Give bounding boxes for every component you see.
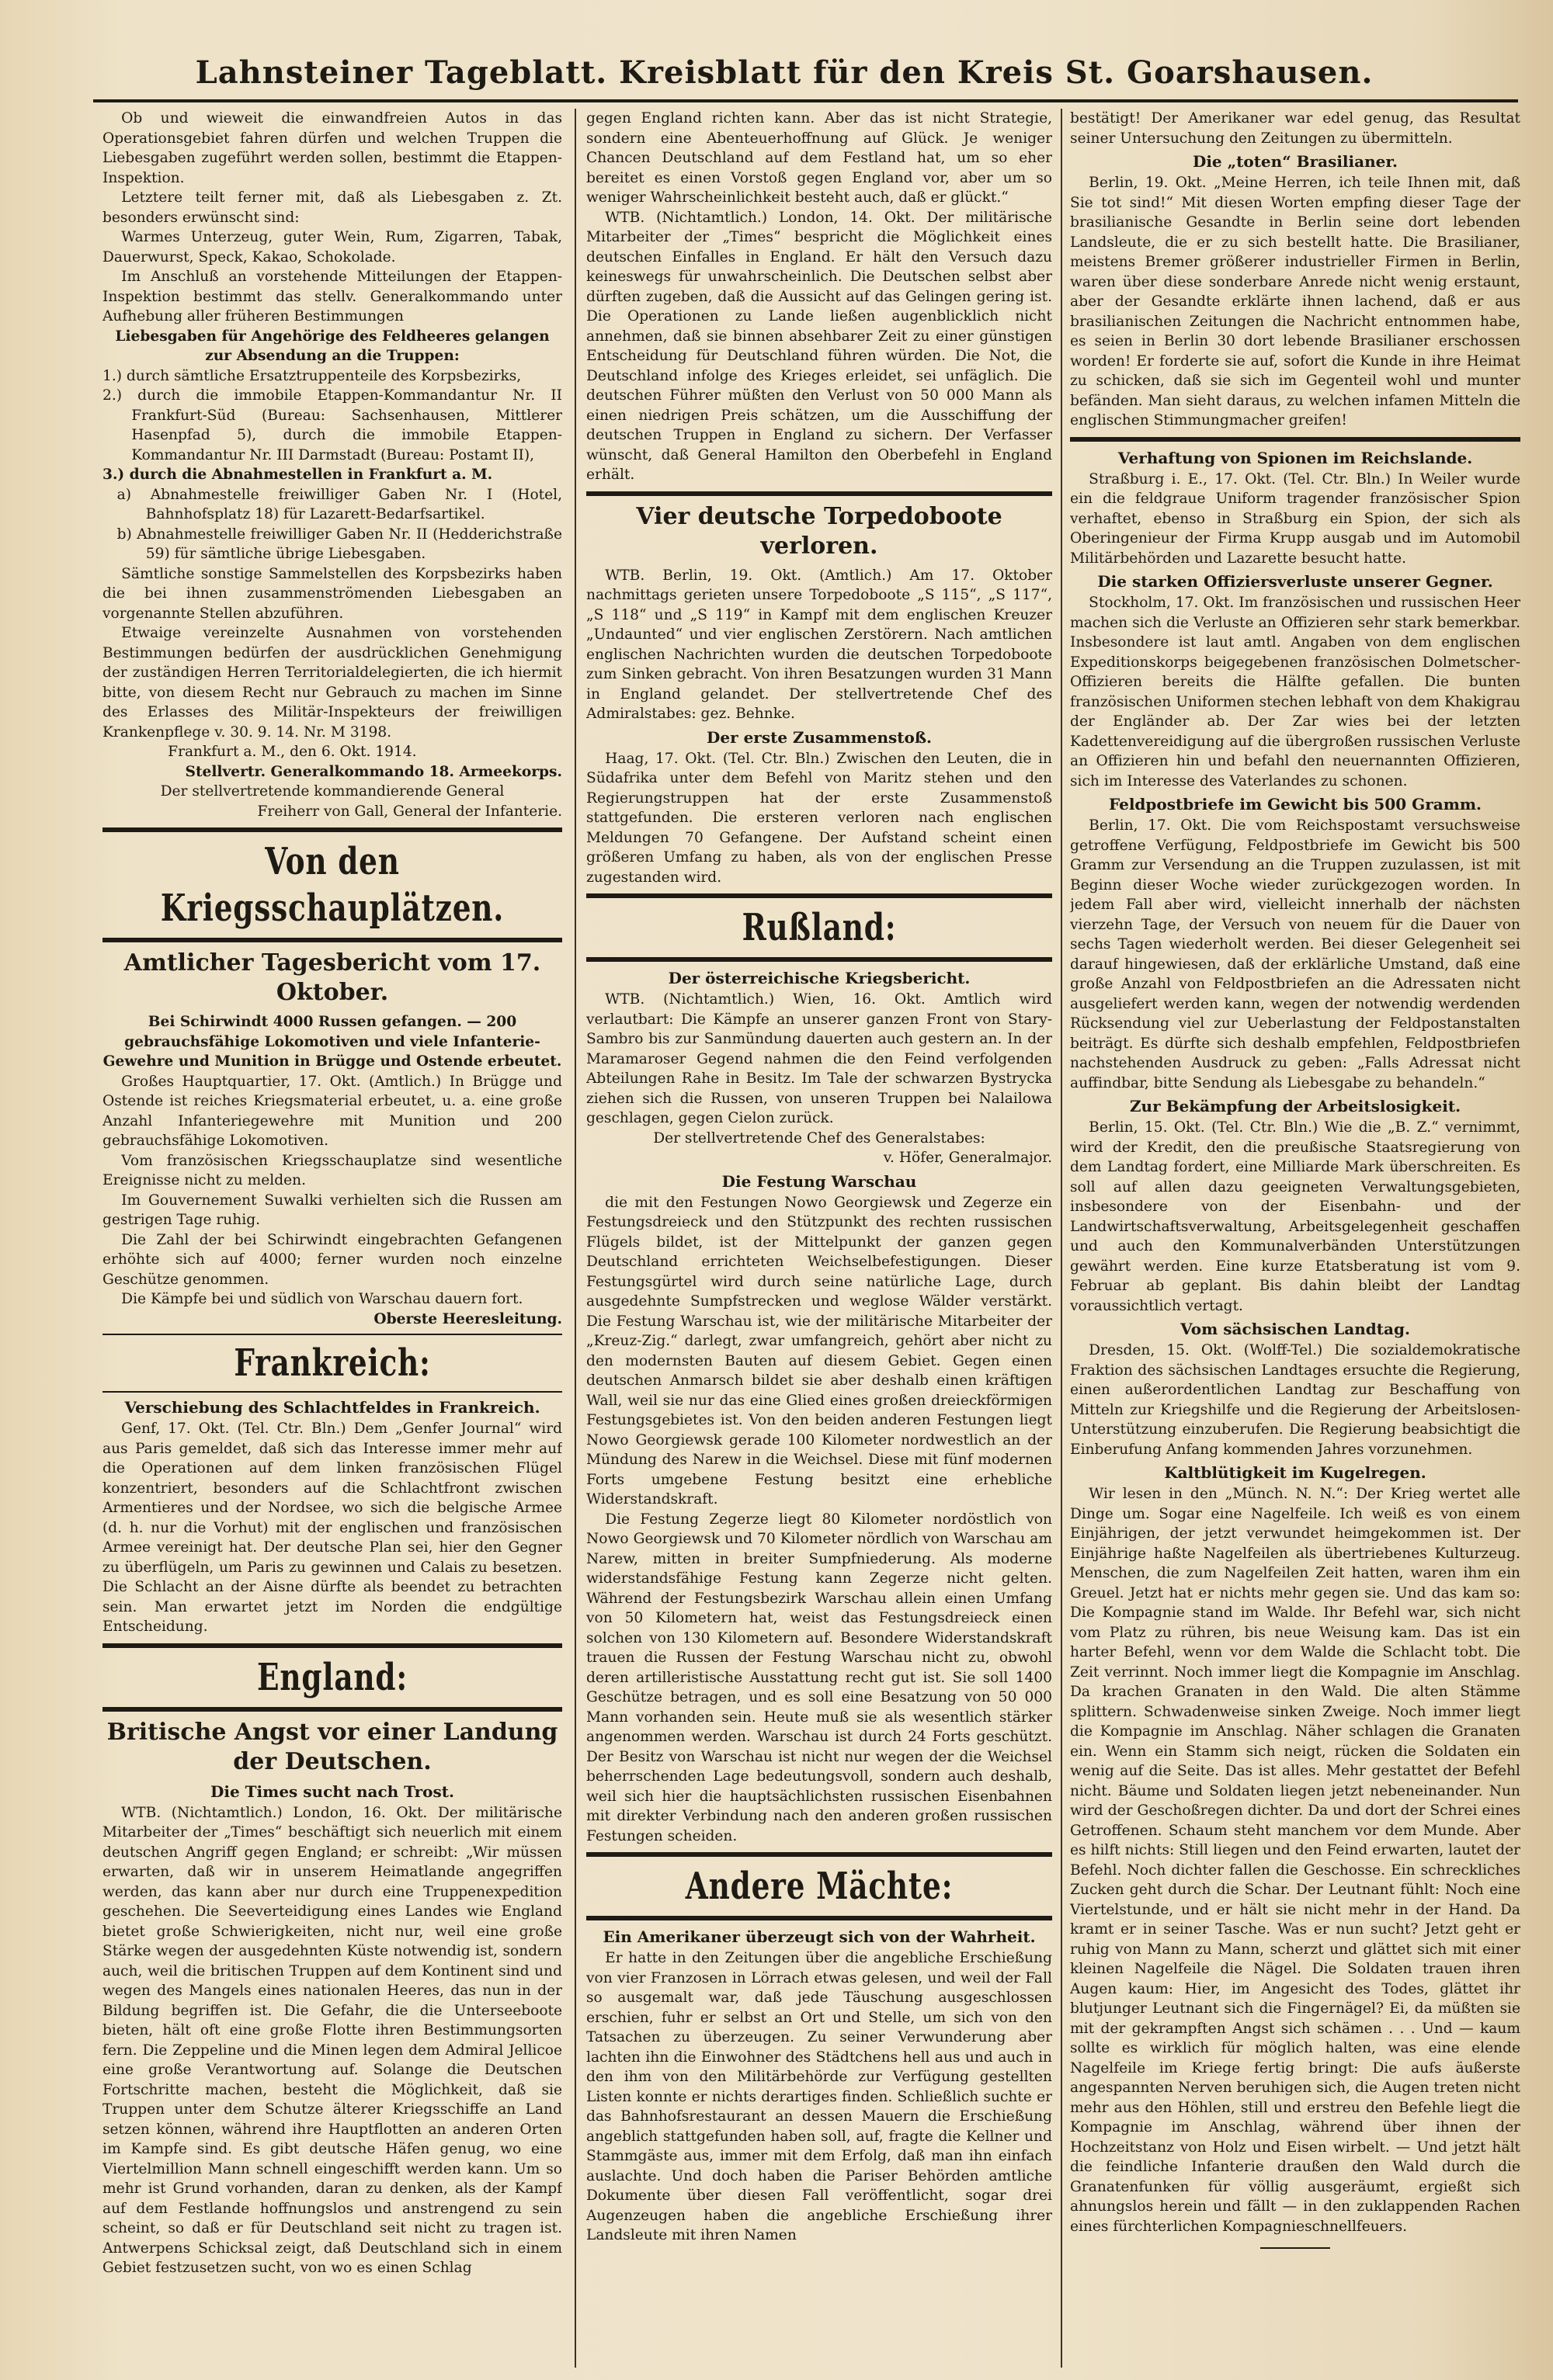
article-paragraph: bestätigt! Der Amerikaner war edel genug, das Resultat seiner Untersuchung den Zeitungen zu übermitteln. [1070,110,1520,147]
article-paragraph: Warmes Unterzeug, guter Wein, Rum, Zigarren, Tabak, Dauerwurst, Speck, Kakao, Schokolade. [102,229,562,265]
section-rule [102,1391,562,1393]
article-paragraph: WTB. (Nichtamtlich.) Wien, 16. Okt. Amtlich wird verlautbart: Die Kämpfe an unserer ganzen Front von Stary-Sambro bis zur Sanmündung dauerten auch gestern an. In der Maramaroser Gegend nahmen die den Feind verfolgenden Abteilungen Rahe in Besitz. Im Tale der schwarzen Bystrycka ziehen sich die Russen, von unseren Truppen bei Nalailowa geschlagen, gegen Cielon zurück. [586,991,1052,1126]
section-heading: Frankreich: [234,1341,431,1385]
section-rule [586,491,1052,496]
article-paragraph: Im Anschluß an vorstehende Mitteilungen der Etappen-Inspektion bestimmt das stellv. Generalkommando unter Aufhebung aller früheren Bestimmungen [102,269,562,324]
article-subheading: Die Times sucht nach Trost. [210,1782,454,1801]
column-divider [1061,109,1062,2368]
article-paragraph: WTB. (Nichtamtlich.) London, 16. Okt. Der militärische Mitarbeiter der „Times“ beschäftigt sich neuerlich mit einem deutschen Angriff gegen England; er schreibt: „Wir müssen erwarten, daß wir in unserem Heimatlande angegriffen werden, das kann aber nur durch eine Truppenexpedition geschehen. Die Seeverteidigung eines Landes wie England bietet große Schwierigkeiten, nicht nur, weil eine große Stärke wegen der ausgedehnten Küste notwendig ist, sondern auch, weil die britischen Truppen auf dem Kontinent sind und wegen des Mangels eines nationalen Heeres, das nun in der Bildung begriffen ist. Die Gefahr, die die Unterseeboote bieten, hält oft eine große Flotte ihren Bestimmungsorten fern. Die Zeppeline und die Minen legen dem Admiral Jellicoe eine große Verantwortung auf. Solange die Deutschen Fortschritte machen, besteht die Möglichkeit, daß sie Truppen unter dem Schutze älterer Kriegsschiffe an Land setzen können, während ihre Hauptflotten an anderen Orten im Kampfe sind. Es gibt deutsche Häfen genug, wo eine Viertelmillion Mann schnell eingeschifft werden kann. Um so mehr ist Grund vorhanden, daran zu denken, als der Kampf auf dem Festlande hoffnungslos und anstrengend zu sein scheint, so daß er für Deutschland seit nicht zu tragen ist. Antwerpens Schicksal zeigt, daß Deutschland sich in einem Gebiet festzusetzen sucht, von wo es einen Schlag [102,1804,562,2276]
list-item: 2.) durch die immobile Etappen-Kommandantur Nr. II Frankfurt-Süd (Bureau: Sachsenhausen, Mittlerer Hasenpfad 5), durch die immobile Etappen-Kommandantur Nr. III Darmstadt (Bureau: Postamt II), [102,387,562,463]
column-2 [586,109,1052,2368]
signature: Stellvertr. Generalkommando 18. Armeekorps. [185,763,562,780]
signature: Oberste Heeresleitung. [373,1310,562,1327]
list-item: b) Abnahmestelle freiwilliger Gaben Nr. II (Hedderichstraße 59) für sämtliche übrige Liebesgaben. [116,526,562,562]
section-rule [102,1707,562,1712]
article-paragraph: Ob und wieweit die einwandfreien Autos in das Operationsgebiet fahren dürfen und welchen Truppen die Liebesgaben zugeführt werden sollen, bestimmt die Etappen-Inspektion. [102,110,562,186]
section-rule [1070,437,1520,442]
column-divider [575,109,576,2368]
article-heading: Zur Bekämpfung der Arbeitslosigkeit. [1129,1097,1461,1115]
article-heading: Der erste Zusammenstoß. [707,727,932,747]
article-heading: Die starken Offiziersverluste unserer Gegner. [1097,572,1493,591]
article-paragraph: Berlin, 15. Okt. (Tel. Ctr. Bln.) Wie die „B. Z.“ vernimmt, wird der Kredit, den die preußische Staatsregierung von dem Landtag fordert, eine Milliarde Mark überschreiten. Es soll auf allen dazu geeigneten Verwaltungsgebieten, insbesondere von der Eisenbahn- und der Landwirtschaftsverwaltung, Arbeitsgelegenheit geschaffen und auch den Kommunalverbänden Unterstützungen gewährt werden. Eine kurze Etatsberatung ist vom 9. Februar ab geplant. Bis dahin bleibt der Landtag voraussichtlich vertagt. [1070,1119,1520,1314]
report-title: Amtlicher Tagesbericht vom 17. Oktober. [123,949,541,1006]
list-item: a) Abnahmestelle freiwilliger Gaben Nr. I (Hotel, Bahnhofsplatz 18) für Lazarett-Bedarfsartikel. [116,486,562,522]
section-rule [586,957,1052,962]
article-paragraph: Haag, 17. Okt. (Tel. Ctr. Bln.) Zwischen den Leuten, die in Südafrika unter dem Befehl von Maritz stehen und den Regierungstruppen hat der erste Zusammenstoß stattgefunden. Die ersteren verloren nach englischen Meldungen 70 Gefangene. Der Aufstand scheint einen größeren Umfang zu haben, als von der englischen Presse zugestanden wird. [586,750,1052,886]
article-paragraph: WTB. Berlin, 19. Okt. (Amtlich.) Am 17. Oktober nachmittags gerieten unsere Torpedoboote „S 115“, „S 117“, „S 118“ und „S 119“ in Kampf mit dem englischen Kreuzer „Undaunted“ und vier englischen Zerstörern. Nach amtlichen englischen Nachrichten wurden die deutschen Torpedoboote zum Sinken gebracht. Von ihren Besatzungen wurden 31 Mann in England gelandet. Der stellvertretende Chef des Admiralstabes: gez. Behnke. [586,567,1052,722]
article-heading: Verschiebung des Schlachtfeldes in Frankreich. [124,1398,540,1417]
article-heading: Kaltblütigkeit im Kugelregen. [1164,1463,1426,1482]
article-heading: Die „toten“ Brasilianer. [1192,152,1398,171]
column-1 [102,109,562,2368]
article-heading: Der österreichische Kriegsbericht. [668,969,971,987]
article-paragraph: Berlin, 19. Okt. „Meine Herren, ich teile Ihnen mit, daß Sie tot sind!“ Mit diesen Worten empfing dieser Tage der brasilianische Gesandte in Berlin seine dort lebenden Landsleute, die er zu sich bestellt hatte. Die Brasilianer, meistens Bremer größerer industrieller Firmen in Berlin, waren über diese sonderbare Anrede nicht wenig erstaunt, aber der Gesandte erklärte ihnen lachend, daß er aus brasilianischen Zeitungen die Nachricht entnommen habe, es seien in Berlin 30 dort lebende Brasilianer erschossen worden! Er forderte sie auf, sofort die Kunde in ihre Heimat zu schicken, daß sie sich im Gegenteil wohl und munter befänden. Man sieht daraus, zu welchen infamen Mitteln die englischen Stimmungmacher greifen! [1070,175,1520,428]
article-paragraph: Etwaige vereinzelte Ausnahmen von vorstehenden Bestimmungen bedürfen der ausdrücklichen Genehmigung der zuständigen Herren Territorialdelegierten, die ich hiermit bitte, von diesem Recht nur Gebrauch zu machen im Sinne des Erlasses des Militär-Inspekteurs der freiwilligen Krankenpflege v. 30. 9. 14. Nr. M 3198. [102,625,562,741]
article-paragraph: Großes Hauptquartier, 17. Okt. (Amtlich.) In Brügge und Ostende ist reiches Kriegsmaterial erbeutet, u. a. eine große Anzahl Infanteriegewehre mit Munition und 200 gebrauchsfähige Lokomotiven. [102,1073,562,1149]
article-paragraph: die mit den Festungen Nowo Georgiewsk und Zegerze ein Festungsdreieck und den Stützpunkt des rechten russischen Flügels bildet, ist der Mittelpunkt der ganzen gegen Deutschland errichteten Weichselbefestigungen. Dieser Festungsgürtel wird durch seine natürliche Lage, durch ausgedehnte Sumpfstrecken und weglose Wälder verstärkt. Die Festung Warschau ist, wie der militärische Mitarbeiter der „Kreuz-Zig.“ darlegt, zwar umfangreich, gehört aber nicht zu den modernsten Bauten auf diesem Gebiet. Gegen einen deutschen Anmarsch bildet sie aber deshalb einen kräftigen Wall, weil sie nur das eine Glied eines großen dreieckförmigen Festungsgebietes ist. Von den beiden anderen Festungen liegt Nowo Georgiewsk gerade 100 Kilometer nordwestlich an der Mündung des Narew in die Weichsel. Diese mit fünf modernen Forts umgebene Festung besitzt eine erhebliche Widerstandskraft. [586,1194,1052,1507]
article-heading: Die Festung Warschau [721,1171,917,1191]
dateline: Frankfurt a. M., den 6. Okt. 1914. [168,744,417,760]
end-rule [1260,2247,1330,2249]
section-heading: Rußland: [742,906,897,949]
section-rule [102,827,562,832]
article-paragraph: Stockholm, 17. Okt. Im französischen und russischen Heer machen sich die Verluste an Offizieren sehr stark bemerkbar. Insbesondere ist laut amtl. Angaben von dem englischen Expeditionskorps beigegebenen französischen Dolmetscher-Offizieren bereits die Hälfte gefallen. Die bunten französischen Uniformen stechen lebhaft von dem Khakigrau der Engländer ab. Der Zar wies bei der letzten Kadettenvereidigung auf die übergroßen russischen Verluste an Offizieren hin und befahl den neuernannten Offizieren, sich im Interesse des Vaterlandes zu schonen. [1070,595,1520,789]
section-rule [102,1643,562,1648]
article-paragraph: Dresden, 15. Okt. (Wolff-Tel.) Die sozialdemokratische Fraktion des sächsischen Landtages ersuchte die Regierung, einen außerordentlichen Landtag zur Beschaffung von Mitteln zur Kriegshilfe und die Regierung der Arbeitslosen-Unterstützung einzuberufen. Die Regierung beabsichtigt die Einberufung Anfang kommenden Jahres vorzunehmen. [1070,1342,1520,1458]
masthead-rule [93,99,1518,102]
masthead: Lahnsteiner Tageblatt. Kreisblatt für den Kreis St. Goarshausen. [195,54,1374,91]
list-item: 3.) durch die Abnahmestellen in Frankfurt a. M. [102,467,493,483]
article-paragraph: Im Gouvernement Suwalki verhielten sich die Russen am gestrigen Tage ruhig. [102,1192,562,1228]
article-paragraph: Die Zahl der bei Schirwindt eingebrachten Gefangenen erhöhte sich auf 4000; ferner wurden noch einzelne Geschütze genommen. [102,1231,562,1288]
section-rule [586,1852,1052,1857]
section-heading: England: [257,1655,408,1699]
article-paragraph: Letztere teilt ferner mit, daß als Liebesgaben z. Zt. besonders erwünscht sind: [102,189,562,226]
article-paragraph: Die Festung Zegerze liegt 80 Kilometer nordöstlich von Nowo Georgiewsk und 70 Kilometer nördlich von Warschau am Narew, mitten in breiter Sumpfniederung. Als moderne widerstandsfähige Festung kann Zegerze nicht gelten. Während der Festungsbezirk Warschau allein einen Umfang von 50 Kilometern hat, weist das Festungsdreieck einen solchen von 130 Kilometern auf. Besondere Widerstandskraft trauen die Russen der Festung Warschau nicht zu, obwohl deren artilleristische Ausstattung recht gut ist. Sie soll 1400 Geschütze betragen, und es soll eine Besatzung von 50 000 Mann vorhanden sein. Heute muß sie als wesentlich stärker angenommen werden. Warschau ist durch 24 Forts geschützt. Der Besitz von Warschau ist nicht nur wegen der die Weichsel beherrschenden Lage bedeutungsvoll, sondern auch deshalb, weil sich hier die hauptsächlichsten russischen Eisenbahnen mit direkter Verbindung nach den anderen großen russischen Festungen scheiden. [586,1511,1052,1844]
section-rule [102,938,562,942]
article-paragraph: gegen England richten kann. Aber das ist nicht Strategie, sondern eine Abenteuerhoffnung auf Glück. Je weniger Chancen Deutschland auf dem Festland hat, um so eher bereitet es einen Vorstoß gegen England vor, aber um so weniger Wahrscheinlichkeit besteht auch, daß er glückt.“ [586,110,1052,206]
list-item: 1.) durch sämtliche Ersatztruppenteile des Korpsbezirks, [102,367,522,384]
article-heading: Feldpostbriefe im Gewicht bis 500 Gramm. [1108,795,1482,814]
section-rule [102,1334,562,1335]
section-heading: Von den Kriegsschauplätzen. [160,840,505,930]
article-heading: Vom sächsischen Landtag. [1180,1320,1410,1338]
report-subtitle: Bei Schirwindt 4000 Russen gefangen. — 200 gebrauchsfähige Lokomotiven und viele Infanterie-Gewehre und Munition in Brügge und Ostende erbeutet. [102,1014,562,1070]
list [102,366,562,564]
article-paragraph: Vom französischen Kriegsschauplatze sind wesentliche Ereignisse nicht zu melden. [102,1152,562,1188]
section-rule [586,1916,1052,1920]
article-paragraph: Die Kämpfe bei und südlich von Warschau dauern fort. [121,1291,523,1307]
article-title: Vier deutsche Torpedoboote verloren. [636,502,1002,560]
article-paragraph: Berlin, 17. Okt. Die vom Reichspostamt versuchsweise getroffene Verfügung, Feldpostbriefe im Gewicht bis 500 Gramm zur Versendung an die Truppen zuzulassen, ist mit Beginn dieser Woche wieder zurückgezogen worden. In jedem Fall aber wird, vielleicht innerhalb der nächsten vierzehn Tage, der Versuch von neuem für die Dauer von sechs Tagen wiederholt werden. Bei dieser Gelegenheit sei darauf hingewiesen, daß der erklärliche Umstand, daß eine große Anzahl von Feldpostbriefen an die Adressaten nicht ausgeliefert werden kann, wegen der notwendig werdenden Rücksendung viel zur Ueberlastung der Feldpostanstalten beiträgt. Es dürfte sich deshalb empfehlen, Feldpostbriefen nachstehenden Ausdruck zu geben: „Falls Adressat nicht auffindbar, bitte Sendung als Liebesgabe zu behandeln.“ [1070,817,1520,1091]
signature: v. Höfer, Generalmajor. [883,1150,1052,1166]
article-paragraph: Wir lesen in den „Münch. N. N.“: Der Krieg wertet alle Dinge um. Sogar eine Nagelfeile. Ich weiß es von einem Einjährigen, der jetzt verwundet heimgekommen ist. Der Einjährige haßte Nagelfeilen als übertriebenes Kulturzeug. Menschen, die zum Nagelfeilen Zeit hatten, waren ihm ein Greuel. Jetzt hat er nichts mehr gegen sie. Und das kam so: Die Kompagnie stand im Walde. Ihr Befehl war, sich nicht vom Platz zu rühren, bis neue Weisung kam. Das ist ein harter Befehl, wenn vor dem Walde die Schlacht tobt. Die Zeit verrinnt. Noch immer liegt die Kompagnie im Anschlag. Da krachen Granaten in den Wald. Die alten Stämme splittern. Schwadenweise sinken Zweige. Noch immer liegt die Kompagnie im Anschlag. Näher schlagen die Granaten ein. Wenn ein Stamm sich neigt, rücken die Soldaten ein wenig auf die Seite. Das ist alles. Mehr gestattet der Befehl nicht. Bäume und Soldaten liegen jetzt nebeneinander. Nun wird der Geschoßregen dichter. Da und dort der Schrei eines Getroffenen. Schaum steht manchem vor dem Munde. Aber es hilft nichts: Still liegen und den Feind erwarten, lautet der Befehl. Noch dichter fallen die Geschosse. Ein schreckliches Zucken geht durch die Schar. Der Leutnant fühlt: Noch eine Viertelstunde, und er hält sie nicht mehr in der Hand. Da kramt er in seiner Tasche. Was er nun sucht? Jetzt geht er ruhig von Mann zu Mann, scherzt und glättet sich mit einer kleinen Nagelfeile die Nägel. Die Soldaten trauen ihren Augen kaum: Hier, im Angesicht des Todes, glättet ihr blutjunger Leutnant sich die Fingernägel? Ei, da müßten sie mit der gekrampften Angst sich schämen . . . Und — kaum sollte es wirklich für möglich halten, was eine elende Nagelfeile im Kriege fertig bringt: Die aufs äußerste angespannten Nerven beruhigen sich, die Augen treten nicht mehr aus den Höhlen, still und erstreu den Befehle liegt die Kompagnie im Anschlag, während über ihnen der Hochzeitstanz von Holz und Eisen wirbelt. — Und jetzt hält die feindliche Infanterie draußen den Wald durch die Granatenfunken für völlig ausgeräumt, ergießt sich ahnungslos herein und fällt — in den zuklappenden Rachen eines fürchterlichen Kompagnieschnellfeuers. [1070,1486,1520,2235]
bold-heading: Liebesgaben für Angehörige des Feldheeres gelangen zur Absendung an die Truppen: [115,328,550,364]
signature: Der stellvertretende Chef des Generalstabes: [653,1129,985,1147]
article-paragraph: Sämtliche sonstige Sammelstellen des Korpsbezirks haben die bei ihnen zusammenströmenden Liebesgaben an vorgenannte Stellen abzuführen. [102,565,562,622]
signature: Der stellvertretende kommandierende General [160,783,505,800]
article-paragraph: Er hatte in den Zeitungen über die angebliche Erschießung von vier Franzosen in Lörrach etwas gelesen, und weil der Fall so ausgemalt war, daß jede Täuschung ausgeschlossen erschien, fuhr er selbst an Ort und Stelle, um sich von den Tatsachen zu überzeugen. Zu seiner Verwunderung aber lachten ihn die Einwohner des Städtchens hell aus und auch in den ihm von den Militärbehörde zur Verfügung gestellten Listen konnte er nichts derartiges finden. Schließlich suchte er das Bahnhofsrestaurant an dessen Mauern die Erschießung angeblich stattgefunden haben soll, auf, fragte die Kellner und Stammgäste aus, immer mit dem Erfolg, daß man ihn einfach auslachte. Und doch haben die Pariser Behörden amtliche Dokumente über diesen Fall veröffentlicht, sogar drei Augenzeugen haben die angebliche Erschießung ihrer Landsleute mit ihren Namen [586,1950,1052,2243]
section-heading: Andere Mächte: [685,1865,954,1908]
article-paragraph: WTB. (Nichtamtlich.) London, 14. Okt. Der militärische Mitarbeiter der „Times“ bespricht die Möglichkeit eines deutschen Einfalles in England. Er hält den Versuch dazu keineswegs für unwahrscheinlich. Die Deutschen selbst aber dürften zugeben, daß die Aussicht auf das Gelingen gering ist. Die Operationen zu Lande ließen augenblicklich nicht annehmen, daß sie binnen absehbarer Zeit zu einer günstigen Entscheidung für Deutschland führen würden. Die Not, die Deutschland infolge des Krieges erleidet, sei unfäglich. Die deutschen Führer müßten den Verlust von 50 000 Mann als einen niedrigen Preis schätzen, um die Ausschiffung der deutschen Truppen in England zu sichern. Der Verfasser wünscht, daß General Hamilton den Oberbefehl in England erhält. [586,209,1052,483]
article-paragraph: Straßburg i. E., 17. Okt. (Tel. Ctr. Bln.) In Weiler wurde ein die feldgraue Uniform tragender französischer Spion verhaftet, ebenso in Straßburg ein Spion, der sich als Oberingenieur der Firma Krupp ausgab und im Automobil Militärbehörden und Lazarette besucht hatte. [1070,470,1520,567]
article-heading: Ein Amerikaner überzeugt sich von der Wahrheit. [603,1927,1036,1946]
column-3 [1070,109,1520,2352]
article-title: Britische Angst vor einer Landung der Deutschen. [106,1718,558,1775]
section-rule [586,893,1052,898]
signature: Freiherr von Gall, General der Infanterie. [257,803,562,820]
article-heading: Verhaftung von Spionen im Reichslande. [1117,448,1473,467]
article-paragraph: Genf, 17. Okt. (Tel. Ctr. Bln.) Dem „Genfer Journal“ wird aus Paris gemeldet, daß sich das Interesse immer mehr auf die Operationen auf dem linken französischen Flügel konzentriert, besonders auf die Schlachtfront zwischen Armentieres und der Nordsee, wo sich die belgische Armee (d. h. nur die Vorhut) mit der englischen und französischen Armee vereinigt hat. Der deutsche Plan sei, hier den Gegner zu überflügeln, um Paris zu gewinnen und Calais zu besetzen. Die Schlacht an der Aisne dürfte als beendet zu betrachten sein. Man erwartet jetzt im Norden die endgültige Entscheidung. [102,1421,562,1635]
